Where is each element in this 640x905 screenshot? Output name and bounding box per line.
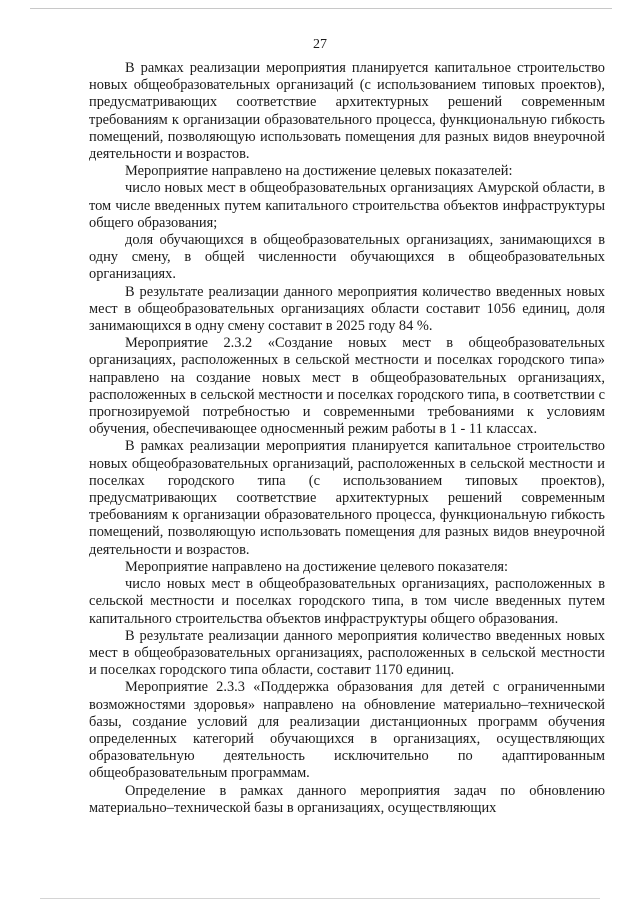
paragraph-tasks-definition: Определение в рамках данного мероприятия задач по обновлению материально–технической базы в организациях, осуществляющих	[89, 782, 605, 816]
paragraph-indicator-single-shift: доля обучающихся в общеобразовательных организациях, занимающихся в одну смену, в общей численности обучающихся в общеобразовательных организациях.	[89, 232, 605, 283]
paragraph-target-indicators-intro: Мероприятие направлено на достижение целевых показателей:	[125, 163, 513, 180]
scan-top-edge	[30, 8, 612, 9]
scan-bottom-edge	[40, 898, 600, 899]
paragraph-result-1170: В результате реализации данного мероприятия количество введенных новых мест в общеобразовательных организациях, расположенных в сельской местности и поселках городского типа области, составит 1170 единиц.	[89, 627, 605, 679]
paragraph-measure-2-3-2: Мероприятие 2.3.2 «Создание новых мест в общеобразовательных организациях, расположенных в сельской местности и поселках городского типа» направлено на создание новых мест в общеобразовательных организациях, расположенных в сельской местности и поселках городского типа, в соответствии с прогнозируемой потребностью и современными требованиями к условиям обучения, обеспечивающее односменный режим работы в 1 - 11 классах.	[89, 335, 605, 438]
paragraph-indicator-new-places: число новых мест в общеобразовательных организациях Амурской области, в том числе введенных путем капитального строительства объектов инфраструктуры общего образования;	[89, 180, 605, 231]
page-number: 27	[313, 37, 327, 52]
document-body	[89, 60, 605, 817]
paragraph-measure-2-3-3: Мероприятие 2.3.3 «Поддержка образования для детей с ограниченными возможностями здоровья» направлено на обновление материально–технической базы, создание условий для реализации дистанционных программ обучения определенных категорий обучающихся в организациях, осуществляющих образовательную деятельность исключительно по адаптированным общеобразовательным программам.	[89, 679, 605, 782]
paragraph-target-indicator-intro: Мероприятие направлено на достижение целевого показателя:	[125, 558, 509, 575]
paragraph-rural-construction-plan: В рамках реализации мероприятия планируется капитальное строительство новых общеобразовательных организаций, расположенных в сельской местности и поселках городского типа (с использованием типовых проектов), предусматривающих соответствие архитектурных решений современным требованиям к организации образовательного процесса, функциональную гибкость помещений, позволяющую использовать помещения для разных видов внеурочной деятельности и возрастов.	[89, 438, 605, 558]
paragraph-construction-plan: В рамках реализации мероприятия планируется капитальное строительство новых общеобразовательных организаций (с использованием типовых проектов), предусматривающих соответствие архитектурных решений современным требованиям к организации образовательного процесса, функциональную гибкость помещений, позволяющую использовать помещения для разных видов внеурочной деятельности и возрастов.	[89, 60, 605, 163]
paragraph-indicator-rural-places: число новых мест в общеобразовательных организациях, расположенных в сельской местности и поселках городского типа, в том числе введенных путем капитального строительства объектов инфраструктуры общего образования.	[89, 576, 605, 627]
paragraph-result-1056: В результате реализации данного мероприятия количество введенных новых мест в общеобразовательных организациях области составит 1056 единиц, доля занимающихся в одну смену составит в 2025 году 84 %.	[89, 283, 605, 335]
